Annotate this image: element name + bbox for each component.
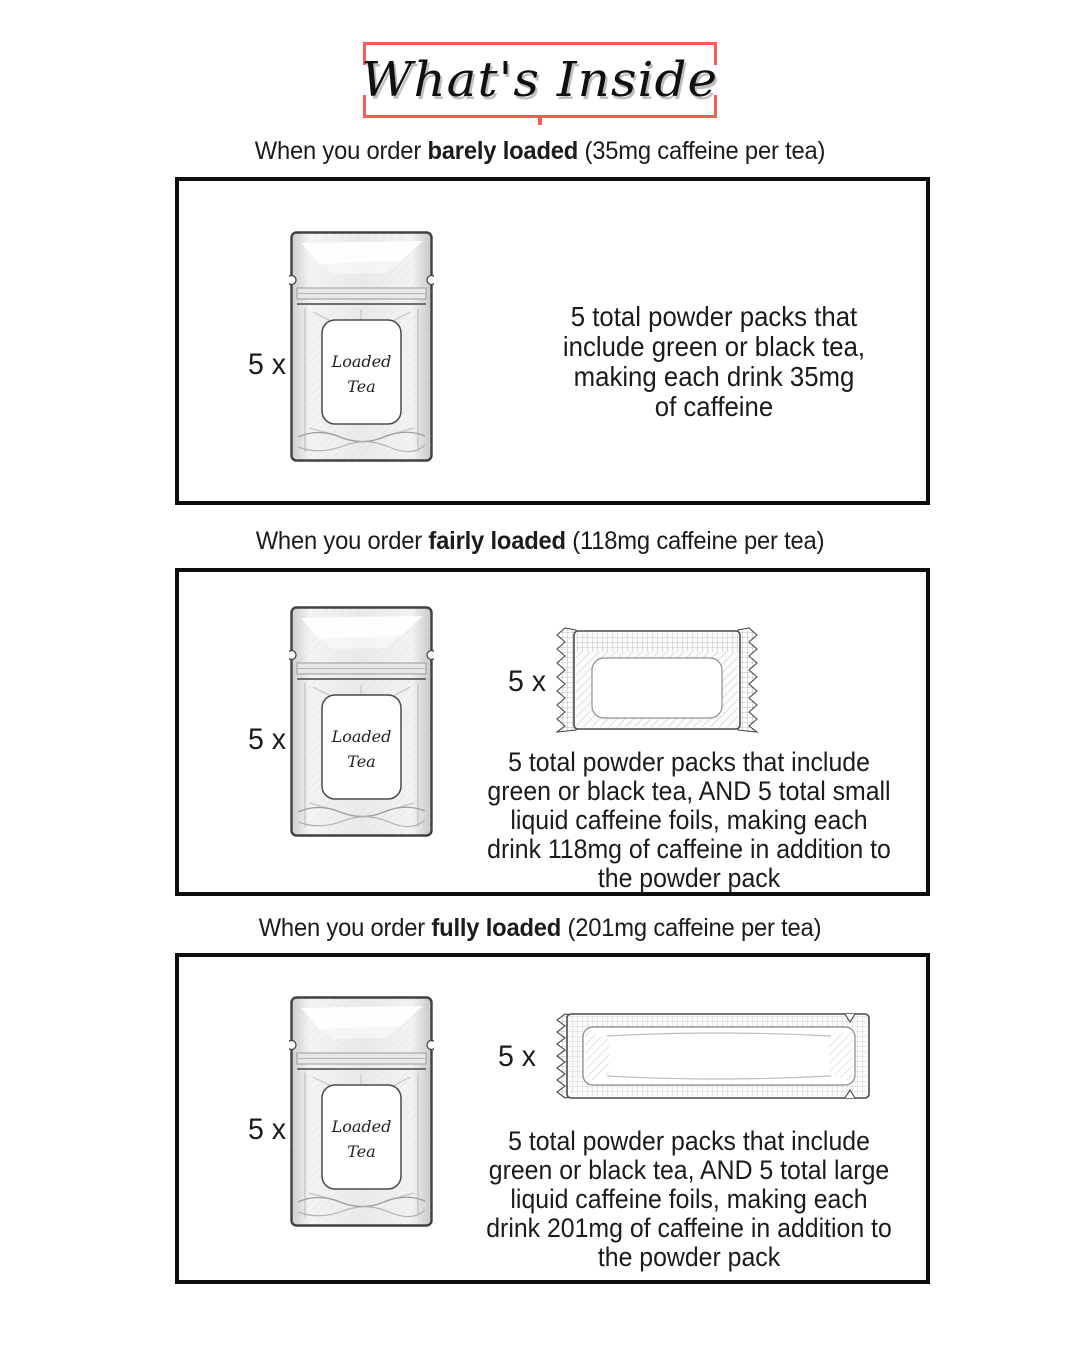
- heading-prefix: When you order: [255, 527, 429, 555]
- pouch-label-line1: Loaded: [331, 1117, 392, 1136]
- description-line: making each drink 35mg: [573, 361, 855, 392]
- description-line: 5 total powder packs that include: [508, 1126, 870, 1156]
- pouch-label-line2: Tea: [347, 752, 376, 771]
- section-heading-barely-loaded: [27, 134, 1053, 168]
- description-line: the powder pack: [597, 1242, 781, 1272]
- description-line: liquid caffeine foils, making each: [510, 1184, 868, 1214]
- barely-loaded-description: [530, 302, 898, 422]
- pouch-count-label: 5 x: [247, 348, 287, 381]
- heading-term: fairly loaded: [428, 527, 566, 555]
- pouch-count-label: 5 x: [247, 1113, 287, 1146]
- title-frame: [363, 42, 717, 118]
- heading-term: barely loaded: [427, 137, 579, 165]
- barely-loaded-box: [175, 177, 930, 505]
- pouch-label-line2: Tea: [347, 1142, 376, 1161]
- description-line: the powder pack: [597, 863, 781, 893]
- pouch-label-line2: Tea: [347, 377, 376, 396]
- small-foil-illustration: [552, 622, 762, 738]
- description-line: green or black tea, AND 5 total large: [488, 1155, 890, 1185]
- description-line: green or black tea, AND 5 total small: [487, 776, 891, 806]
- heading-term: fully loaded: [431, 914, 562, 942]
- pouch-label-line1: Loaded: [331, 727, 392, 746]
- fairly-loaded-box: [175, 568, 930, 896]
- foil-count-label: 5 x: [507, 665, 547, 698]
- tea-pouch-illustration: [289, 995, 434, 1228]
- description-line: 5 total powder packs that include: [508, 747, 870, 777]
- heading-suffix: (35mg caffeine per tea): [578, 137, 826, 165]
- fully-loaded-box: [175, 953, 930, 1284]
- large-foil-illustration: [547, 1006, 877, 1106]
- section-heading-fully-loaded: [27, 911, 1053, 945]
- page-title: What's Inside: [361, 52, 719, 108]
- description-line: of caffeine: [654, 391, 774, 422]
- fully-loaded-description: [482, 1127, 896, 1272]
- description-line: drink 118mg of caffeine in addition to: [487, 834, 891, 864]
- pouch-count-label: 5 x: [247, 723, 287, 756]
- description-line: include green or black tea,: [562, 331, 866, 362]
- description-line: 5 total powder packs that: [570, 301, 858, 332]
- fairly-loaded-description: [482, 748, 896, 893]
- heading-prefix: When you order: [254, 137, 428, 165]
- tea-pouch-illustration: [289, 605, 434, 838]
- heading-suffix: (118mg caffeine per tea): [565, 527, 825, 555]
- tea-pouch-illustration: [289, 230, 434, 463]
- pouch-label-line1: Loaded: [331, 352, 392, 371]
- foil-count-label: 5 x: [497, 1040, 537, 1073]
- description-line: liquid caffeine foils, making each: [510, 805, 868, 835]
- section-heading-fairly-loaded: [27, 524, 1053, 558]
- heading-prefix: When you order: [258, 914, 432, 942]
- description-line: drink 201mg of caffeine in addition to: [486, 1213, 892, 1243]
- frame-tick: [538, 115, 542, 125]
- heading-suffix: (201mg caffeine per tea): [561, 914, 822, 942]
